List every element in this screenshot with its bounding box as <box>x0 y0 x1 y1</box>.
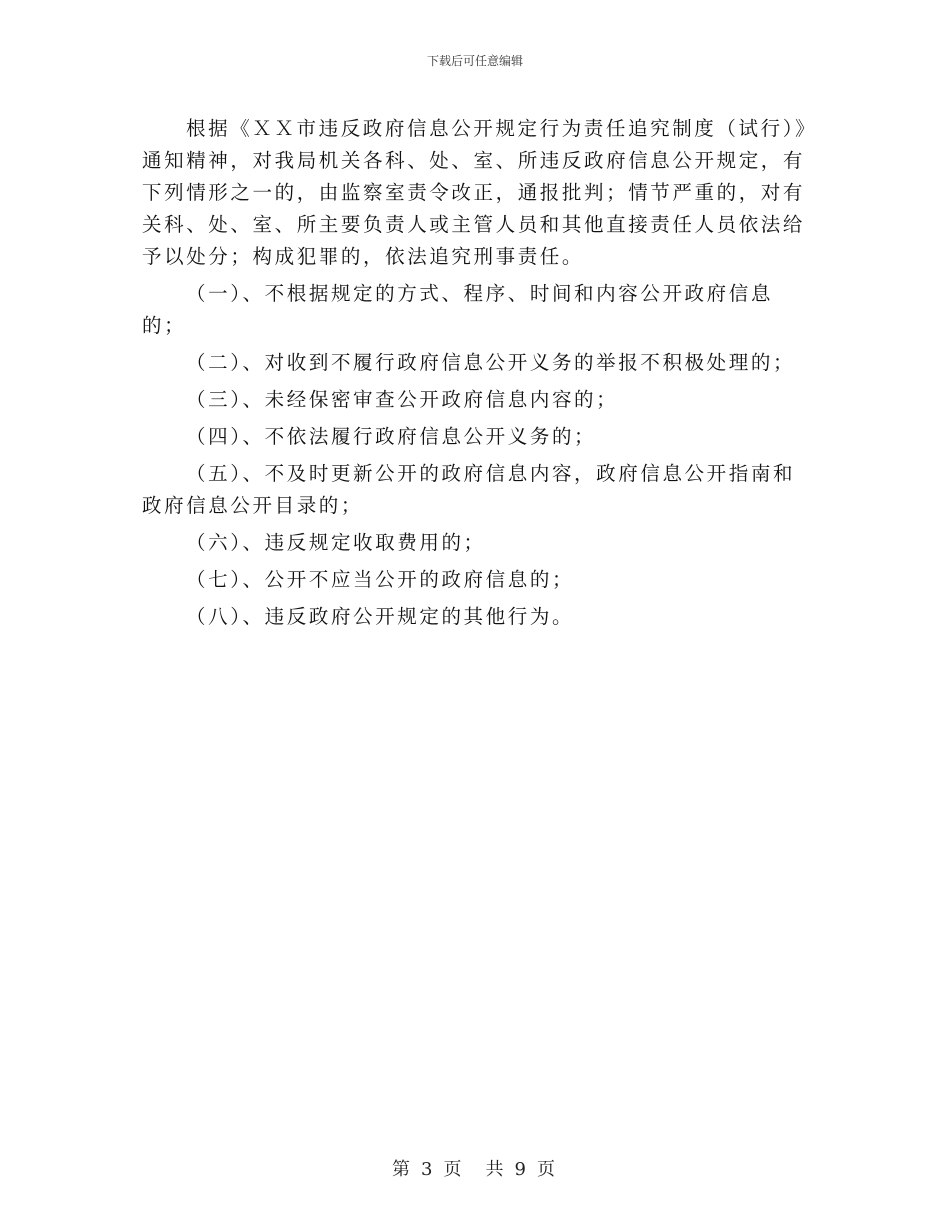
list-item-3: （三）、未经保密审查公开政府信息内容的； <box>186 388 619 411</box>
list-item-7: （七）、公开不应当公开的政府信息的； <box>186 568 575 591</box>
document-body <box>142 113 814 638</box>
list-item-2: （二）、对收到不履行政府信息公开义务的举报不积极处理的； <box>186 351 796 374</box>
page-number-footer <box>0 1155 950 1181</box>
list-item-4: （四）、不依法履行政府信息公开义务的； <box>186 425 597 448</box>
footer-middle: 页 共 <box>443 1159 507 1180</box>
current-page-number: 3 <box>421 1159 436 1180</box>
list-item-6: （六）、违反规定收取费用的； <box>186 531 486 554</box>
footer-suffix: 页 <box>536 1159 558 1180</box>
total-pages-number: 9 <box>514 1159 529 1180</box>
list-item-8: （八）、违反政府公开规定的其他行为。 <box>186 605 575 628</box>
page-header: 下载后可任意编辑 <box>426 54 523 68</box>
list-item-5: （五）、不及时更新公开的政府信息内容，政府信息公开指南和政府信息公开目录的； <box>142 462 796 517</box>
intro-paragraph: 根据《ＸＸ市违反政府信息公开规定行为责任追究制度（试行）》通知精神，对我局机关各科、处、室、所违反政府信息公开规定，有下列情形之一的，由监察室责令改正，通报批判；情节严重的，对有关科、处、室、所主要负责人或主管人员和其他直接责任人员依法给予以处分；构成犯罪的，依法追究刑事责任。 <box>142 117 808 268</box>
list-item-1: （一）、不根据规定的方式、程序、时间和内容公开政府信息的； <box>142 282 773 337</box>
footer-prefix: 第 <box>392 1159 414 1180</box>
